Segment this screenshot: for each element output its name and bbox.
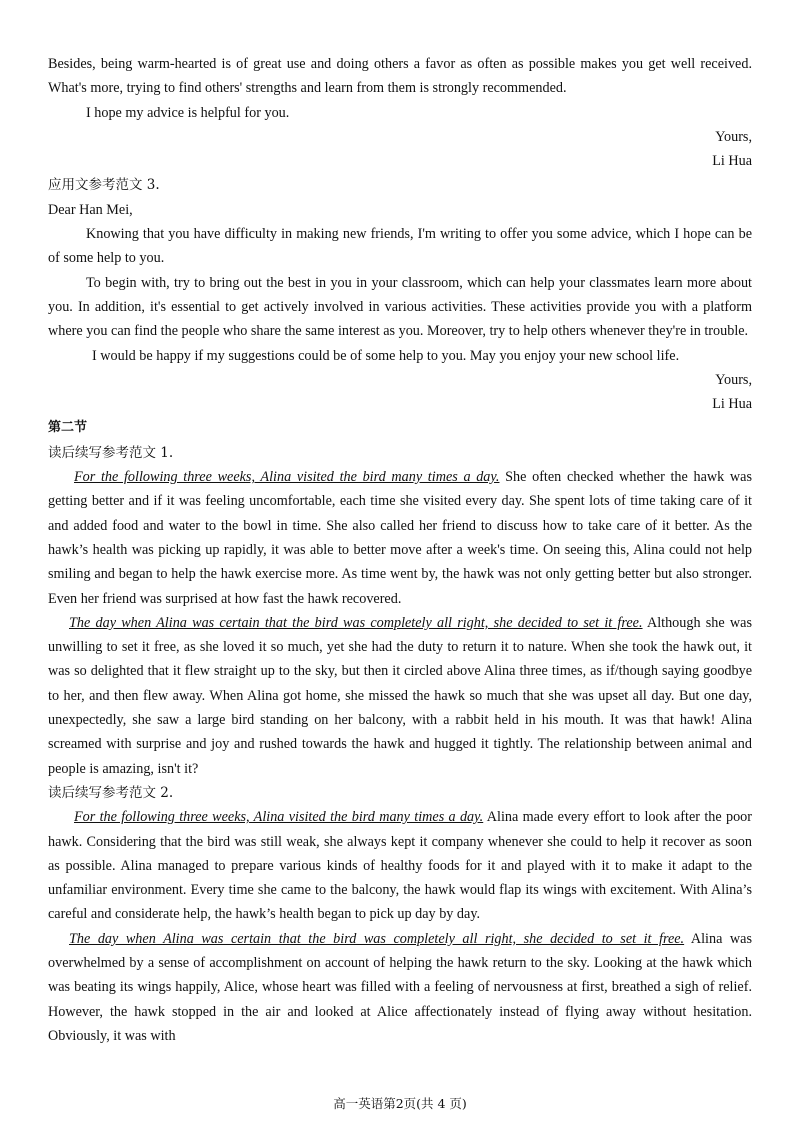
sample1-given-second-sentence: The day when Alina was certain that the bird was completely all right, she decided to set it free.	[69, 614, 643, 631]
sample1-paragraph-2-body: Although she was unwilling to set it free, as she loved it so much, yet she had the duty to return it to nature. When she took the hawk out, it was so delighted that it flew straight up to the sky, but then it circled above Alina three times, as if/though saying goodbye to her, and then flew away. When Alina got home, she missed the hawk so much that she was upset all day. But one day, unexpectedly, she saw a large bird standing on her balcony, with a rabbit held in his mouth. It was that hawk! Alina screamed with surprise and joy and rushed towards the hawk and hugged it tightly. The relationship between animal and people is amazing, isn't it?	[48, 614, 752, 777]
letter3-paragraph-3: I would be happy if my suggestions could be of some help to you. May you enjoy your new school life.	[92, 347, 680, 364]
letter2-sign-off: Yours,	[715, 128, 752, 145]
sample1-given-first-sentence: For the following three weeks, Alina visited the bird many times a day.	[74, 469, 500, 486]
sample2-paragraph-1	[48, 805, 752, 926]
letter2-signature: Li Hua	[712, 153, 752, 170]
letter3-sign-off: Yours,	[715, 371, 752, 388]
sample2-paragraph-2	[48, 927, 752, 1048]
letter3-signature: Li Hua	[712, 396, 752, 413]
letter3-paragraph-2: To begin with, try to bring out the best in you in your classroom, which can help your classmates learn more about you. In addition, it's essential to get actively involved in various activities. These activities provide you with a platform where you can find the people who share the same interest as you. Moreover, try to help others whenever they're in trouble.	[48, 274, 752, 340]
sample2-label: 读后续写参考范文 2.	[48, 784, 174, 801]
sample1-paragraph-2	[48, 611, 752, 781]
letter3-salutation: Dear Han Mei,	[48, 201, 133, 218]
sample2-paragraph-1-body: Alina made every effort to look after the poor hawk. Considering that the bird was still weak, she always kept it company whenever she could to help it recover as soon as possible. Alina managed to prepare various kinds of healthy foods for it and played with it to make it adapt to the unfamiliar environment. Every time she came to the balcony, the hawk would flap its wings with excitement. With Alina’s careful and considerate help, the hawk’s health began to pick up day by day.	[48, 809, 752, 923]
document-page	[48, 52, 752, 1048]
sample2-paragraph-2-body: Alina was overwhelmed by a sense of accomplishment on account of helping the hawk return to the sky. Looking at the hawk which was beating its wings happily, Alice, whose heart was filled with a feeling of nervousness at first, breathed a sigh of relief. However, the hawk stopped in the air and looked at Alice affectionately instead of flying away without hesitation. Obviously, it was with	[48, 930, 752, 1044]
sample1-paragraph-1	[48, 465, 752, 611]
section-heading: 第二节	[48, 420, 88, 436]
sample1-label: 读后续写参考范文 1.	[48, 444, 174, 461]
page-footer: 高一英语第2页(共 4 页)	[333, 1096, 467, 1111]
sample1-paragraph-1-body: She often checked whether the hawk was getting better and if it was feeling uncomfortable, each time she visited every day. She spent lots of time taking care of it and added food and water to the bowl in time. She also called her friend to discuss how to take care of it better. As the hawk’s health was picking up rapidly, it was able to better move after a week's time. On seeing this, Alina could not help smiling and began to help the hawk exercise more. As time went by, the hawk was not only getting better but also stronger. Even her friend was surprised at how fast the hawk recovered.	[48, 469, 752, 607]
sample2-given-first-sentence: For the following three weeks, Alina visited the bird many times a day.	[74, 809, 484, 826]
letter3-paragraph-1: Knowing that you have difficulty in making new friends, I'm writing to offer you some advice, which I hope can be of some help to you.	[48, 226, 752, 267]
sample2-given-second-sentence: The day when Alina was certain that the bird was completely all right, she decided to set it free.	[69, 930, 685, 947]
letter2-paragraph: Besides, being warm-hearted is of great use and doing others a favor as often as possible makes you get well received. What's more, trying to find others' strengths and learn from them is strongly recommended.	[48, 56, 752, 97]
letter2-closing-line: I hope my advice is helpful for you.	[86, 104, 290, 121]
letter3-label: 应用文参考范文 3.	[48, 177, 160, 194]
